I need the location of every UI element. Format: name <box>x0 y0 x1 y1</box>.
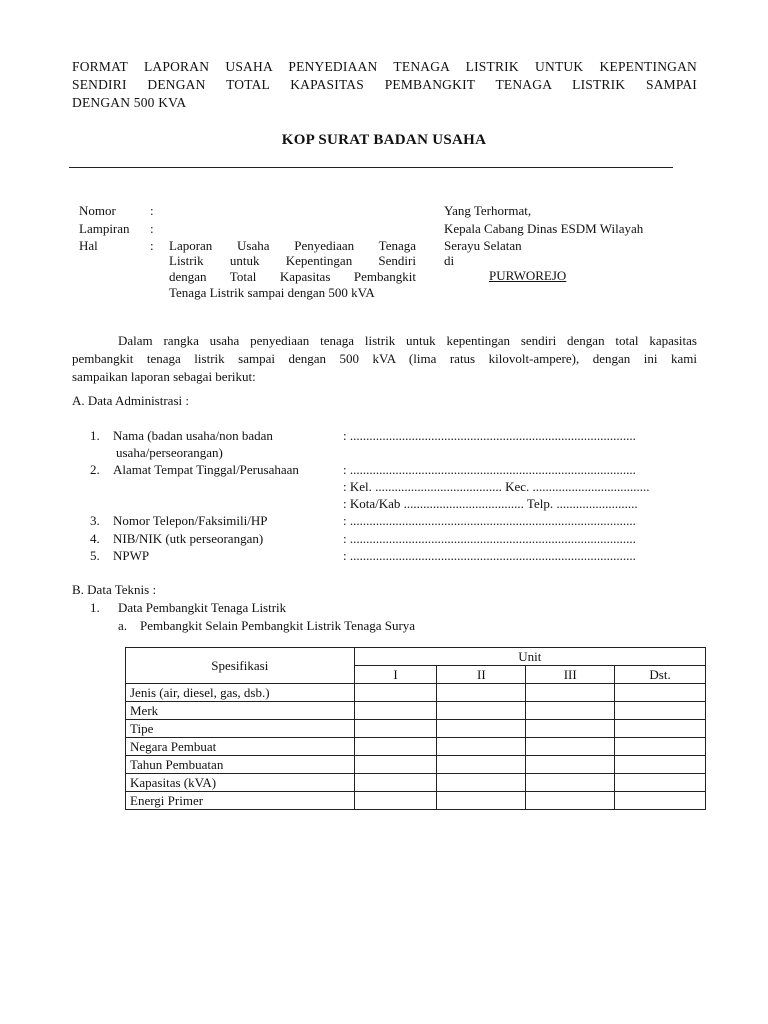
table-header-unit-col: II <box>437 666 526 684</box>
hal-line-2: Listrik untuk Kepentingan Sendiri <box>169 253 416 268</box>
table-cell-empty <box>354 684 437 702</box>
table-cell-empty <box>615 720 706 738</box>
admin-item-label-cont: usaha/perseorangan) <box>116 445 223 460</box>
table-cell-empty <box>354 702 437 720</box>
table-row-label: Negara Pembuat <box>126 738 355 756</box>
table-header-unit: Unit <box>354 648 705 666</box>
table-cell-empty <box>354 792 437 810</box>
admin-item-value: : ........................................................................................ <box>343 428 636 443</box>
admin-item-value-kel-kec: : Kel. ....................................... Kec. .................................... <box>343 479 650 494</box>
admin-item-label: NPWP <box>113 548 150 563</box>
admin-item-value: : ........................................................................................ <box>343 513 636 528</box>
hal-line-3: dengan Total Kapasitas Pembangkit <box>169 269 416 284</box>
admin-item-num: 5. <box>90 548 100 563</box>
table-cell-empty <box>615 738 706 756</box>
field-colon-lampiran: : <box>150 221 154 236</box>
table-row-label: Tahun Pembuatan <box>126 756 355 774</box>
table-cell-empty <box>437 720 526 738</box>
field-label-nomor: Nomor <box>79 203 116 218</box>
header-line-1: FORMAT LAPORAN USAHA PENYEDIAAN TENAGA LISTRIK UNTUK KEPENTINGAN <box>72 59 697 74</box>
hal-line-4: Tenaga Listrik sampai dengan 500 kVA <box>169 285 375 300</box>
table-row <box>126 684 706 702</box>
table-row-label: Tipe <box>126 720 355 738</box>
section-b-sub1a-num: a. <box>118 618 128 633</box>
table-cell-empty <box>615 774 706 792</box>
table-row <box>126 738 706 756</box>
field-label-hal: Hal <box>79 238 98 253</box>
recipient-city: PURWOREJO <box>489 268 567 283</box>
table-cell-empty <box>437 756 526 774</box>
admin-item-value-kota-telp: : Kota/Kab ..................................... Telp. ......................... <box>343 496 638 511</box>
table-row-label: Jenis (air, diesel, gas, dsb.) <box>126 684 355 702</box>
table-cell-empty <box>526 756 615 774</box>
admin-item-label: Nama (badan usaha/non badan <box>113 428 273 443</box>
table-cell-empty <box>526 774 615 792</box>
table-row <box>126 792 706 810</box>
field-label-lampiran: Lampiran <box>79 221 130 236</box>
admin-item-num: 2. <box>90 462 100 477</box>
recipient-greeting: Yang Terhormat, <box>444 203 532 218</box>
intro-line-1: Dalam rangka usaha penyediaan tenaga listrik untuk kepentingan sendiri dengan total kapasitas <box>118 333 697 348</box>
admin-item-label: NIB/NIK (utk perseorangan) <box>113 531 264 546</box>
intro-line-3: sampaikan laporan sebagai berikut: <box>72 369 256 384</box>
field-colon-hal: : <box>150 238 154 253</box>
table-cell-empty <box>526 702 615 720</box>
table-cell-empty <box>437 738 526 756</box>
table-row <box>126 774 706 792</box>
table-cell-empty <box>526 720 615 738</box>
admin-item-label: Nomor Telepon/Faksimili/HP <box>113 513 268 528</box>
table-header-spesifikasi: Spesifikasi <box>126 648 355 684</box>
table-header-unit-col: Dst. <box>615 666 706 684</box>
table-cell-empty <box>437 684 526 702</box>
table-cell-empty <box>526 738 615 756</box>
table-row <box>126 756 706 774</box>
table-cell-empty <box>526 684 615 702</box>
spec-table <box>125 647 706 810</box>
section-b-sub1a-label: Pembangkit Selain Pembangkit Listrik Tenaga Surya <box>140 618 416 633</box>
section-a-title: A. Data Administrasi : <box>72 393 189 408</box>
table-row-label: Energi Primer <box>126 792 355 810</box>
table-cell-empty <box>354 756 437 774</box>
table-row-label: Kapasitas (kVA) <box>126 774 355 792</box>
table-cell-empty <box>354 720 437 738</box>
table-cell-empty <box>437 792 526 810</box>
intro-line-2: pembangkit tenaga listrik sampai dengan 500 kVA (lima ratus kilovolt-ampere), dengan ini kami <box>72 351 697 366</box>
header-line-2: SENDIRI DENGAN TOTAL KAPASITAS PEMBANGKIT TENAGA LISTRIK SAMPAI <box>72 77 697 92</box>
table-row <box>126 702 706 720</box>
table-header-unit-col: III <box>526 666 615 684</box>
kop-divider <box>69 167 673 168</box>
table-cell-empty <box>354 738 437 756</box>
admin-item-label: Alamat Tempat Tinggal/Perusahaan <box>113 462 299 477</box>
admin-item-num: 3. <box>90 513 100 528</box>
recipient-line-1: Kepala Cabang Dinas ESDM Wilayah <box>444 221 644 236</box>
kop-title: KOP SURAT BADAN USAHA <box>281 132 487 148</box>
table-cell-empty <box>615 756 706 774</box>
header-line-3: DENGAN 500 KVA <box>72 95 187 110</box>
table-cell-empty <box>437 774 526 792</box>
table-header-unit-col: I <box>354 666 437 684</box>
admin-item-value: : ........................................................................................ <box>343 462 636 477</box>
table-cell-empty <box>526 792 615 810</box>
admin-item-value: : ........................................................................................ <box>343 531 636 546</box>
section-b-sub1-num: 1. <box>90 600 100 615</box>
admin-item-num: 4. <box>90 531 100 546</box>
hal-line-1: Laporan Usaha Penyediaan Tenaga <box>169 238 416 253</box>
admin-item-value: : ........................................................................................ <box>343 548 636 563</box>
table-cell-empty <box>354 774 437 792</box>
section-b-sub1-label: Data Pembangkit Tenaga Listrik <box>118 600 287 615</box>
table-cell-empty <box>615 702 706 720</box>
table-cell-empty <box>615 684 706 702</box>
field-colon-nomor: : <box>150 203 154 218</box>
recipient-di: di <box>444 253 455 268</box>
table-cell-empty <box>437 702 526 720</box>
table-row <box>126 720 706 738</box>
admin-item-num: 1. <box>90 428 100 443</box>
recipient-line-2: Serayu Selatan <box>444 238 522 253</box>
section-b-title: B. Data Teknis : <box>72 582 157 597</box>
table-cell-empty <box>615 792 706 810</box>
table-row-label: Merk <box>126 702 355 720</box>
